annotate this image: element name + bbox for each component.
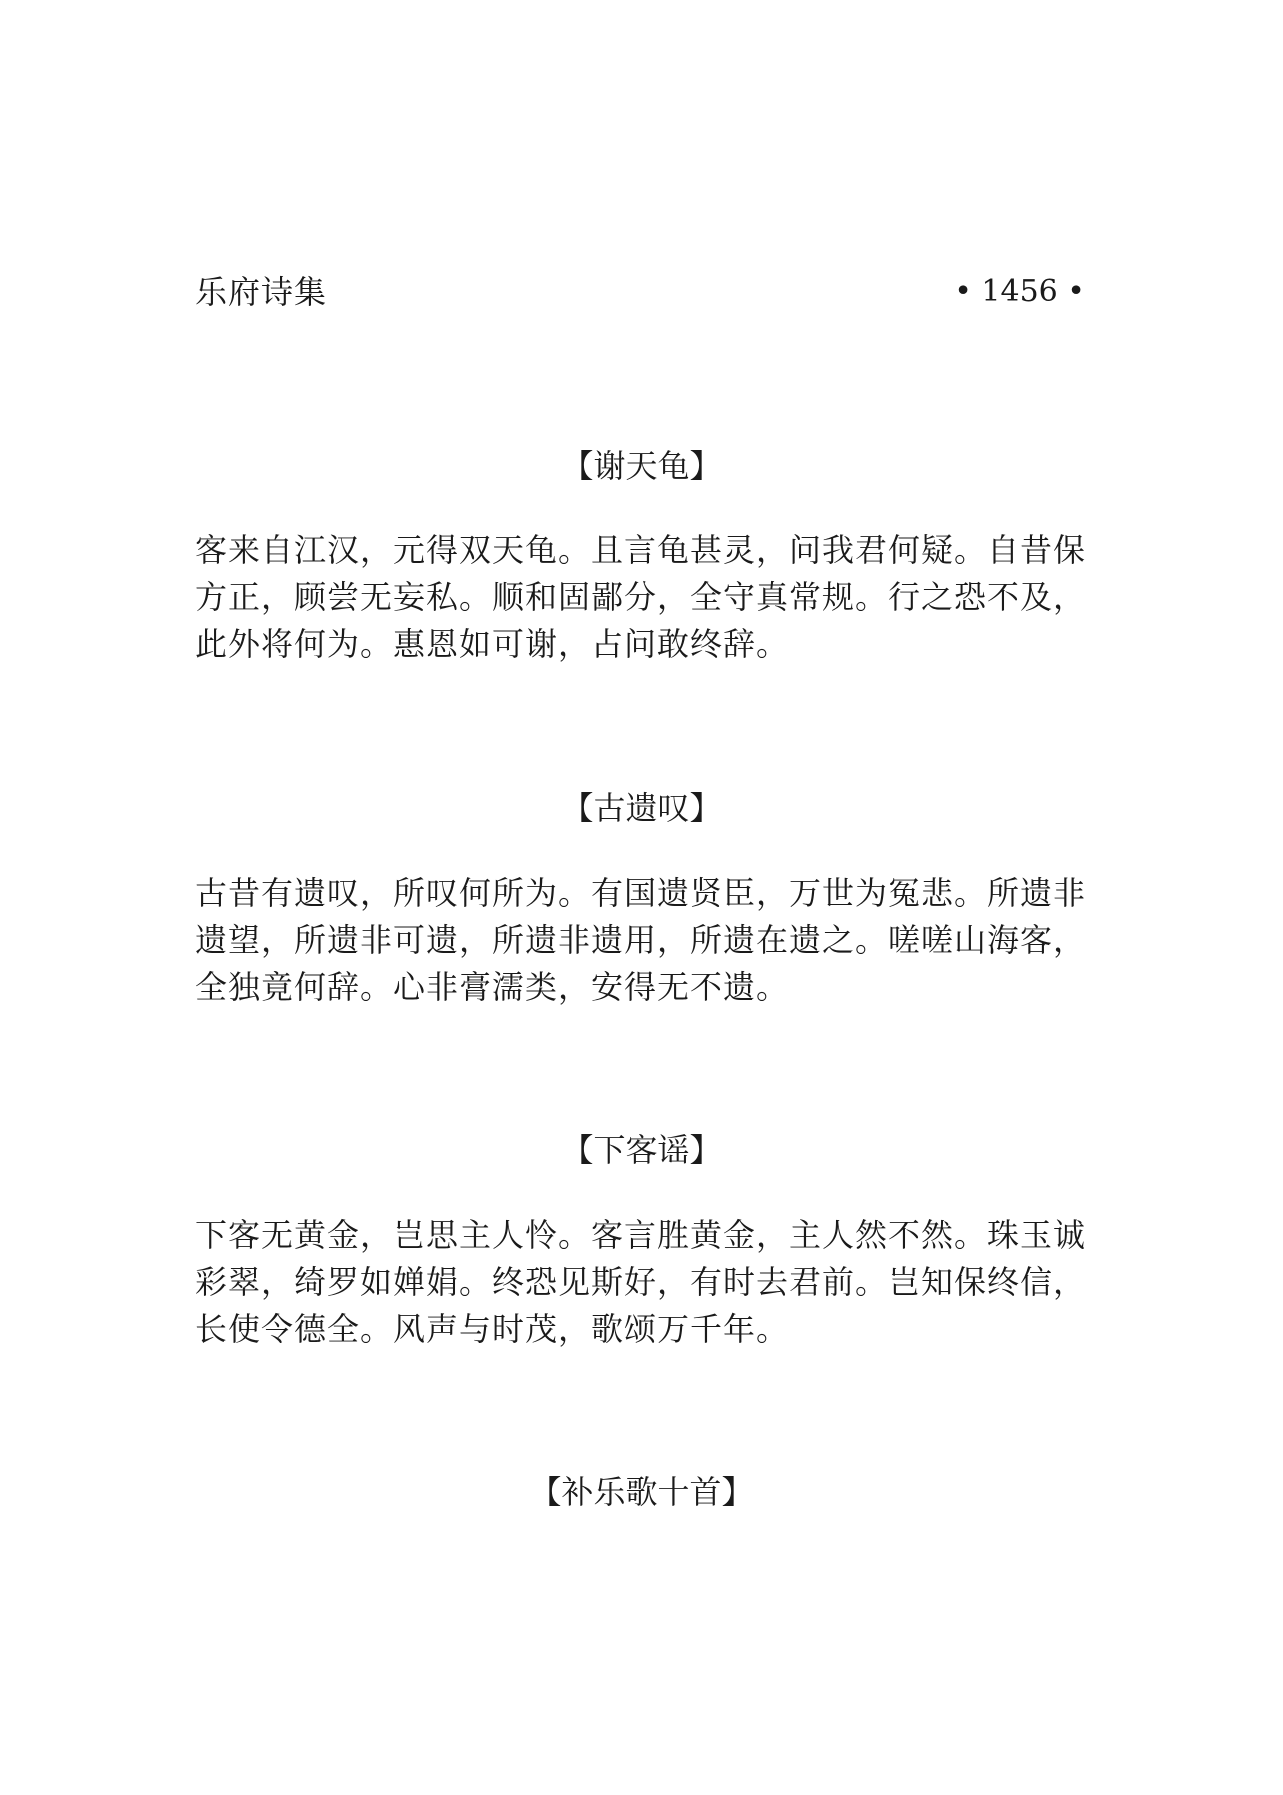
- poem-line: 此外将何为。惠恩如可谢，占问敢终辞。: [195, 625, 790, 663]
- poem-line: 遗望，所遗非可遗，所遗非遗用，所遗在遗之。嗟嗟山海客，: [195, 921, 1087, 959]
- page-number: • 1456 •: [954, 274, 1085, 309]
- poem-title: 【谢天龟】: [561, 447, 722, 485]
- poem-title: 【补乐歌十首】: [529, 1473, 754, 1511]
- poem-line: 古昔有遗叹，所叹何所为。有国遗贤臣，万世为冤悲。所遗非: [195, 874, 1087, 912]
- poem-title: 【下客谣】: [561, 1131, 722, 1169]
- poem-line: 方正，顾尝无妄私。顺和固鄙分，全守真常规。行之恐不及，: [195, 578, 1087, 616]
- poem-line: 彩翠，绮罗如婵娟。终恐见斯好，有时去君前。岂知保终信，: [195, 1263, 1087, 1301]
- poem-body: [195, 527, 1095, 668]
- poem-line: 客来自江汉，元得双天龟。且言龟甚灵，问我君何疑。自昔保: [195, 531, 1087, 569]
- poem-body: [195, 870, 1095, 1011]
- page-header: [195, 270, 1085, 314]
- poem-body: [195, 1212, 1095, 1353]
- book-title: 乐府诗集: [195, 273, 328, 311]
- poem-line: 下客无黄金，岂思主人怜。客言胜黄金，主人然不然。珠玉诚: [195, 1216, 1087, 1254]
- poem-line: 全独竟何辞。心非膏濡类，安得无不遗。: [195, 968, 790, 1006]
- poem-line: 长使令德全。风声与时茂，歌颂万千年。: [195, 1310, 790, 1348]
- poem-title: 【古遗叹】: [561, 789, 722, 827]
